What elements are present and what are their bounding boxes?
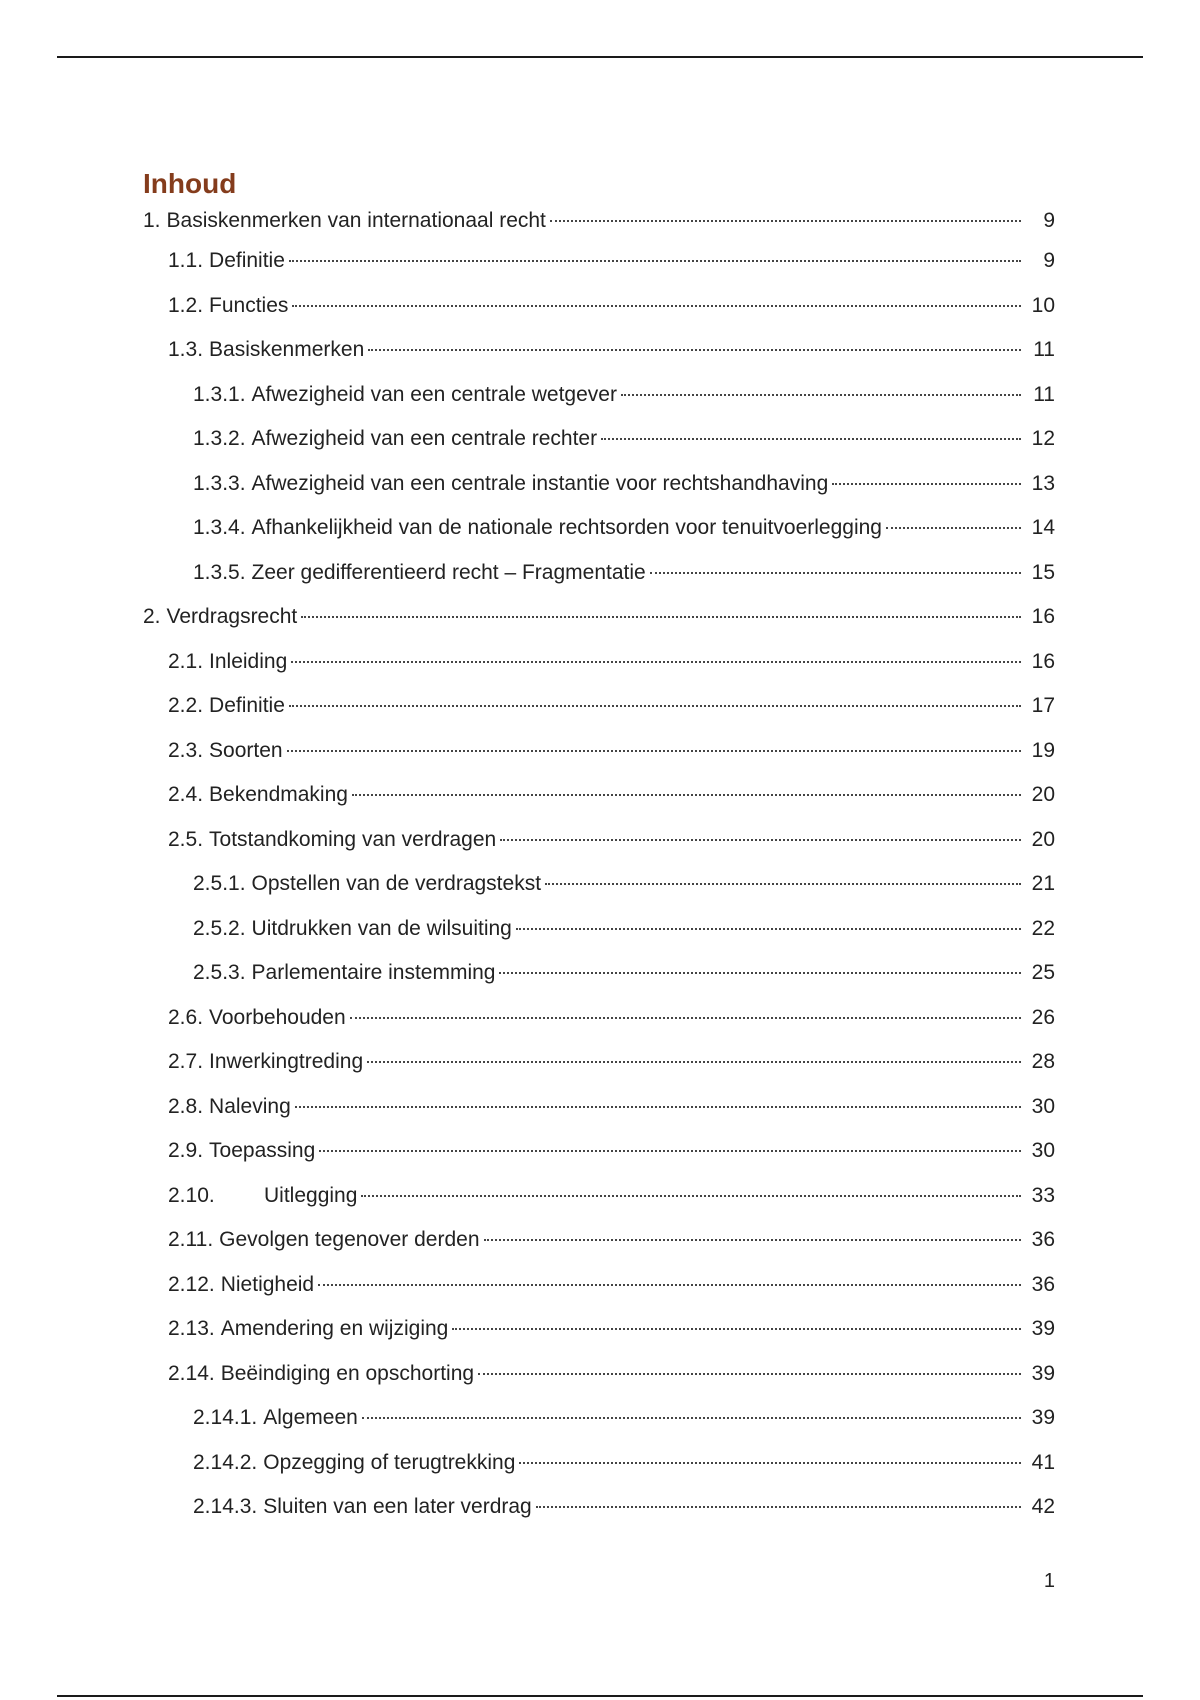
toc-dot-leader bbox=[352, 794, 1021, 796]
toc-entry-title: Afwezigheid van een centrale wetgever bbox=[251, 382, 617, 406]
toc-entry-title: Parlementaire instemming bbox=[251, 961, 496, 984]
toc-entry-number: 2.5.2. bbox=[193, 916, 246, 940]
toc-entry-number: 1.3.5. bbox=[193, 560, 246, 584]
toc-entry-number: 2.5.1. bbox=[193, 872, 246, 895]
toc-entry-title: Toepassing bbox=[209, 1139, 316, 1162]
toc-entry-page: 16 bbox=[1031, 605, 1055, 628]
toc-entry-page: 28 bbox=[1031, 1050, 1055, 1073]
toc-entry-page: 19 bbox=[1031, 738, 1055, 762]
toc-entry-title: Voorbehouden bbox=[209, 1005, 346, 1029]
toc-entry-number: 1.3.4. bbox=[193, 516, 246, 539]
toc-entry-page: 39 bbox=[1031, 1317, 1055, 1340]
toc-entry[interactable] bbox=[143, 907, 1055, 952]
toc-entry-number: 1. bbox=[143, 209, 161, 232]
toc-dot-leader bbox=[832, 483, 1021, 485]
toc-entry-title: Amendering en wijziging bbox=[220, 1317, 449, 1340]
table-of-contents bbox=[143, 165, 1055, 1530]
toc-entry[interactable] bbox=[143, 640, 1055, 685]
toc-entry-page: 17 bbox=[1031, 694, 1055, 717]
toc-entry-number: 2.4. bbox=[168, 783, 204, 806]
toc-dot-leader bbox=[452, 1328, 1021, 1330]
toc-entry-page: 39 bbox=[1031, 1361, 1055, 1385]
toc-entry-page: 11 bbox=[1033, 382, 1055, 406]
toc-dot-leader bbox=[550, 220, 1021, 222]
toc-entry-page: 21 bbox=[1031, 872, 1055, 895]
toc-entry-page: 15 bbox=[1031, 560, 1055, 584]
toc-entry-page: 30 bbox=[1031, 1094, 1055, 1118]
toc-dot-leader bbox=[601, 438, 1021, 440]
toc-entry[interactable] bbox=[143, 862, 1055, 907]
toc-dot-leader bbox=[295, 1106, 1021, 1108]
toc-entry-number: 2.10. bbox=[168, 1183, 215, 1207]
toc-entry-title: Opstellen van de verdragstekst bbox=[251, 872, 542, 895]
toc-dot-leader bbox=[621, 394, 1021, 396]
toc-dot-leader bbox=[650, 572, 1021, 574]
toc-dot-leader bbox=[287, 750, 1021, 752]
page-number: 1 bbox=[1043, 1570, 1055, 1592]
toc-entry-number: 2.11. bbox=[168, 1228, 214, 1251]
toc-dot-leader bbox=[484, 1239, 1021, 1241]
toc-entry-number: 2.5.3. bbox=[193, 961, 246, 984]
toc-dot-leader bbox=[301, 616, 1021, 618]
toc-dot-leader bbox=[516, 928, 1021, 930]
toc-entry-page: 20 bbox=[1031, 827, 1055, 851]
toc-entry-number: 2.3. bbox=[168, 738, 204, 762]
toc-entry-title: Basiskenmerken van internationaal recht bbox=[166, 209, 546, 232]
toc-entry[interactable] bbox=[143, 1174, 1055, 1219]
toc-entry-number: 2.13. bbox=[168, 1317, 215, 1340]
toc-entry-title: Afwezigheid van een centrale rechter bbox=[251, 427, 598, 450]
toc-entry[interactable] bbox=[143, 1396, 1055, 1441]
toc-entry[interactable] bbox=[143, 506, 1055, 551]
footer-rule bbox=[57, 1695, 1143, 1697]
toc-entry[interactable] bbox=[143, 1352, 1055, 1397]
toc-entry-number: 2.14. bbox=[168, 1361, 215, 1385]
toc-entry-page: 13 bbox=[1031, 471, 1055, 495]
toc-entry[interactable] bbox=[143, 284, 1055, 329]
toc-entry-title: Inleiding bbox=[209, 649, 288, 673]
toc-dot-leader bbox=[362, 1417, 1021, 1419]
toc-dot-leader bbox=[361, 1195, 1021, 1197]
toc-entry[interactable] bbox=[143, 1085, 1055, 1130]
toc-dot-leader bbox=[318, 1284, 1021, 1286]
toc-dot-leader bbox=[319, 1150, 1021, 1152]
toc-entry-title: Verdragsrecht bbox=[166, 605, 298, 628]
toc-entry-page: 36 bbox=[1031, 1228, 1055, 1251]
toc-entry-number: 2.7. bbox=[168, 1050, 204, 1073]
toc-dot-leader bbox=[536, 1506, 1021, 1508]
toc-entry-title: Afwezigheid van een centrale instantie voor rechtshandhaving bbox=[251, 471, 829, 495]
toc-entry-title: Algemeen bbox=[263, 1406, 358, 1429]
toc-entry[interactable] bbox=[143, 203, 1055, 239]
toc-entry[interactable] bbox=[143, 417, 1055, 462]
toc-entry-title: Gevolgen tegenover derden bbox=[219, 1228, 480, 1251]
toc-dot-leader bbox=[886, 527, 1021, 529]
toc-entry-page: 9 bbox=[1043, 249, 1055, 272]
toc-entry-title: Definitie bbox=[209, 249, 285, 272]
toc-entry-number: 2.9. bbox=[168, 1139, 204, 1162]
toc-entry-page: 33 bbox=[1031, 1183, 1055, 1207]
toc-entry-page: 12 bbox=[1031, 427, 1055, 450]
toc-entry-number: 2.12. bbox=[168, 1272, 215, 1296]
toc-entry-page: 42 bbox=[1031, 1495, 1055, 1518]
toc-entry-title: Afhankelijkheid van de nationale rechtsorden voor tenuitvoerlegging bbox=[251, 516, 882, 539]
toc-entry[interactable] bbox=[143, 684, 1055, 729]
toc-entry-number: 1.3. bbox=[168, 338, 204, 361]
toc-dot-leader bbox=[545, 883, 1021, 885]
toc-entry-number: 2.14.1. bbox=[193, 1406, 258, 1429]
toc-entry[interactable] bbox=[143, 328, 1055, 373]
toc-entry[interactable] bbox=[143, 818, 1055, 863]
toc-entry-title: Naleving bbox=[209, 1094, 291, 1118]
toc-dot-leader bbox=[291, 661, 1021, 663]
toc-entry-number: 1.3.2. bbox=[193, 427, 246, 450]
toc-entry-page: 26 bbox=[1031, 1005, 1055, 1029]
toc-entry-number: 2.8. bbox=[168, 1094, 204, 1118]
toc-dot-leader bbox=[289, 705, 1021, 707]
toc-entry-title: Uitdrukken van de wilsuiting bbox=[251, 916, 512, 940]
toc-entry-title: Totstandkoming van verdragen bbox=[209, 827, 497, 851]
toc-entry-title: Uitlegging bbox=[264, 1183, 358, 1207]
toc-dot-leader bbox=[350, 1017, 1021, 1019]
toc-dot-leader bbox=[367, 1061, 1021, 1063]
toc-entry[interactable] bbox=[143, 951, 1055, 996]
toc-entry-page: 39 bbox=[1031, 1406, 1055, 1429]
toc-entry-page: 41 bbox=[1031, 1450, 1055, 1474]
toc-entry[interactable] bbox=[143, 595, 1055, 640]
toc-entry-title: Inwerkingtreding bbox=[209, 1050, 364, 1073]
toc-dot-leader bbox=[499, 972, 1021, 974]
toc-entry-number: 1.1. bbox=[168, 249, 204, 272]
toc-entry-number: 2. bbox=[143, 605, 161, 628]
toc-dot-leader bbox=[478, 1373, 1021, 1375]
toc-entry[interactable] bbox=[143, 462, 1055, 507]
toc-entry-number: 2.14.2. bbox=[193, 1450, 258, 1474]
toc-entry[interactable] bbox=[143, 729, 1055, 774]
toc-entry-page: 10 bbox=[1031, 293, 1055, 317]
toc-dot-leader bbox=[519, 1462, 1021, 1464]
toc-entry[interactable] bbox=[143, 373, 1055, 418]
toc-dot-leader bbox=[368, 349, 1021, 351]
toc-entry-page: 30 bbox=[1031, 1139, 1055, 1162]
toc-entry-page: 9 bbox=[1043, 209, 1055, 232]
toc-entry[interactable] bbox=[143, 1485, 1055, 1530]
toc-entry[interactable] bbox=[143, 996, 1055, 1041]
toc-entry-number: 2.14.3. bbox=[193, 1495, 258, 1518]
toc-entry[interactable] bbox=[143, 1040, 1055, 1085]
toc-title: Inhoud bbox=[143, 168, 237, 199]
toc-entry-title: Functies bbox=[209, 293, 289, 317]
toc-entry[interactable] bbox=[143, 239, 1055, 284]
toc-entry-number: 1.3.1. bbox=[193, 382, 246, 406]
toc-entry[interactable] bbox=[143, 1307, 1055, 1352]
toc-entry[interactable] bbox=[143, 773, 1055, 818]
toc-entry-number: 2.5. bbox=[168, 827, 204, 851]
toc-entry-number: 2.2. bbox=[168, 694, 204, 717]
toc-entry[interactable] bbox=[143, 1263, 1055, 1308]
toc-entry-page: 22 bbox=[1031, 916, 1055, 940]
toc-entry-title: Soorten bbox=[209, 738, 283, 762]
toc-entry-title: Opzegging of terugtrekking bbox=[263, 1450, 516, 1474]
toc-list bbox=[143, 203, 1055, 1530]
toc-entry-page: 14 bbox=[1031, 516, 1055, 539]
toc-entry-page: 16 bbox=[1031, 649, 1055, 673]
header-rule bbox=[57, 56, 1143, 58]
toc-entry-title: Definitie bbox=[209, 694, 285, 717]
toc-entry-page: 20 bbox=[1031, 783, 1055, 806]
toc-entry[interactable] bbox=[143, 1218, 1055, 1263]
toc-dot-leader bbox=[289, 260, 1021, 262]
toc-entry-title: Zeer gedifferentieerd recht – Fragmentatie bbox=[251, 560, 646, 584]
toc-entry-number: 2.1. bbox=[168, 649, 204, 673]
toc-entry-title: Sluiten van een later verdrag bbox=[263, 1495, 532, 1518]
toc-entry-title: Nietigheid bbox=[220, 1272, 315, 1296]
toc-entry-title: Beëindiging en opschorting bbox=[220, 1361, 475, 1385]
toc-entry[interactable] bbox=[143, 551, 1055, 596]
toc-entry-title: Basiskenmerken bbox=[209, 338, 365, 361]
toc-entry[interactable] bbox=[143, 1129, 1055, 1174]
toc-dot-leader bbox=[500, 839, 1021, 841]
toc-entry-page: 25 bbox=[1031, 961, 1055, 984]
toc-dot-leader bbox=[292, 305, 1021, 307]
toc-entry-page: 11 bbox=[1033, 338, 1055, 361]
toc-entry-number: 1.2. bbox=[168, 293, 204, 317]
toc-entry-number: 2.6. bbox=[168, 1005, 204, 1029]
toc-entry[interactable] bbox=[143, 1441, 1055, 1486]
toc-entry-number: 1.3.3. bbox=[193, 471, 246, 495]
toc-entry-page: 36 bbox=[1031, 1272, 1055, 1296]
toc-entry-title: Bekendmaking bbox=[209, 783, 348, 806]
